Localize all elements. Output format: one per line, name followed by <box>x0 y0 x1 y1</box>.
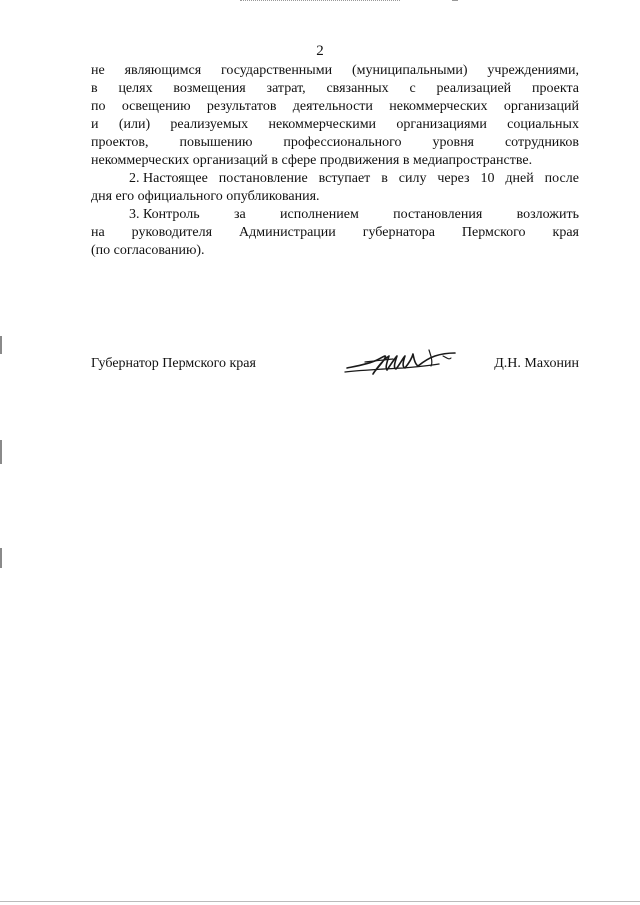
word: в <box>381 171 388 186</box>
word: через <box>437 171 470 186</box>
word: деятельности <box>292 99 373 114</box>
text-line <box>91 80 579 98</box>
text-line <box>91 62 579 80</box>
word: губернатора <box>362 225 435 240</box>
bottom-edge-rule <box>0 901 640 902</box>
signer-name: Д.Н. Махонин <box>494 356 579 371</box>
text-line <box>91 116 579 134</box>
word: государственными <box>221 63 333 78</box>
word: 2. Настоящее <box>129 171 208 186</box>
text-line <box>91 134 579 152</box>
word: по <box>91 99 106 114</box>
handwritten-signature <box>343 344 461 384</box>
word: сотрудников <box>504 135 579 150</box>
text-line <box>91 98 579 116</box>
word: и <box>91 117 99 132</box>
text-line <box>91 224 579 242</box>
word: руководителя <box>131 225 213 240</box>
word: 10 <box>480 171 495 186</box>
word: края <box>552 225 579 240</box>
word: учреждениями, <box>487 63 579 78</box>
word: Пермского <box>461 225 526 240</box>
word: не <box>91 63 105 78</box>
word: некоммерческими <box>268 117 377 132</box>
word: постановления <box>393 207 483 222</box>
word: в <box>91 81 98 96</box>
word: организациями <box>396 117 487 132</box>
scan-margin-mark <box>0 548 2 568</box>
word: возложить <box>516 207 579 222</box>
word: профессионального <box>283 135 402 150</box>
word: целях <box>118 81 153 96</box>
word: некоммерческих <box>389 99 488 114</box>
word: 3. Контроль <box>129 207 200 222</box>
word: дней <box>505 171 534 186</box>
word: проекта <box>531 81 579 96</box>
word: социальных <box>507 117 579 132</box>
paragraph-1 <box>91 62 579 170</box>
text-line: (по согласованию). <box>91 243 205 258</box>
word: вступает <box>318 171 371 186</box>
word: на <box>91 225 105 240</box>
scan-margin-mark <box>0 336 2 354</box>
word: после <box>544 171 579 186</box>
word: за <box>233 207 246 222</box>
scan-margin-mark <box>0 440 2 464</box>
top-edge-rule <box>240 0 400 2</box>
word: повышению <box>179 135 253 150</box>
word: затрат, <box>266 81 306 96</box>
word: являющимся <box>124 63 202 78</box>
word: связанных <box>326 81 389 96</box>
paragraph-3 <box>91 206 579 260</box>
word: Администрации <box>239 225 336 240</box>
signer-title: Губернатор Пермского края <box>91 356 256 371</box>
word: проектов, <box>91 135 149 150</box>
signature-block <box>91 346 579 386</box>
top-edge-tick <box>452 0 458 2</box>
document-body <box>91 62 579 260</box>
page-number: 2 <box>316 43 324 59</box>
paragraph-2 <box>91 170 579 206</box>
word: постановление <box>218 171 308 186</box>
text-line <box>91 206 579 224</box>
text-line: некоммерческих организаций в сфере продвижения в медиапространстве. <box>91 153 533 168</box>
word: с <box>409 81 416 96</box>
word: организаций <box>503 99 579 114</box>
word: реализуемых <box>170 117 249 132</box>
word: возмещения <box>173 81 246 96</box>
word: реализацией <box>436 81 512 96</box>
word: исполнением <box>280 207 359 222</box>
text-line <box>91 170 579 188</box>
word: результатов <box>206 99 277 114</box>
word: уровня <box>432 135 474 150</box>
word: силу <box>398 171 427 186</box>
word: (или) <box>118 117 151 132</box>
text-line: дня его официального опубликования. <box>91 189 320 204</box>
word: (муниципальными) <box>351 63 468 78</box>
word: освещению <box>121 99 191 114</box>
